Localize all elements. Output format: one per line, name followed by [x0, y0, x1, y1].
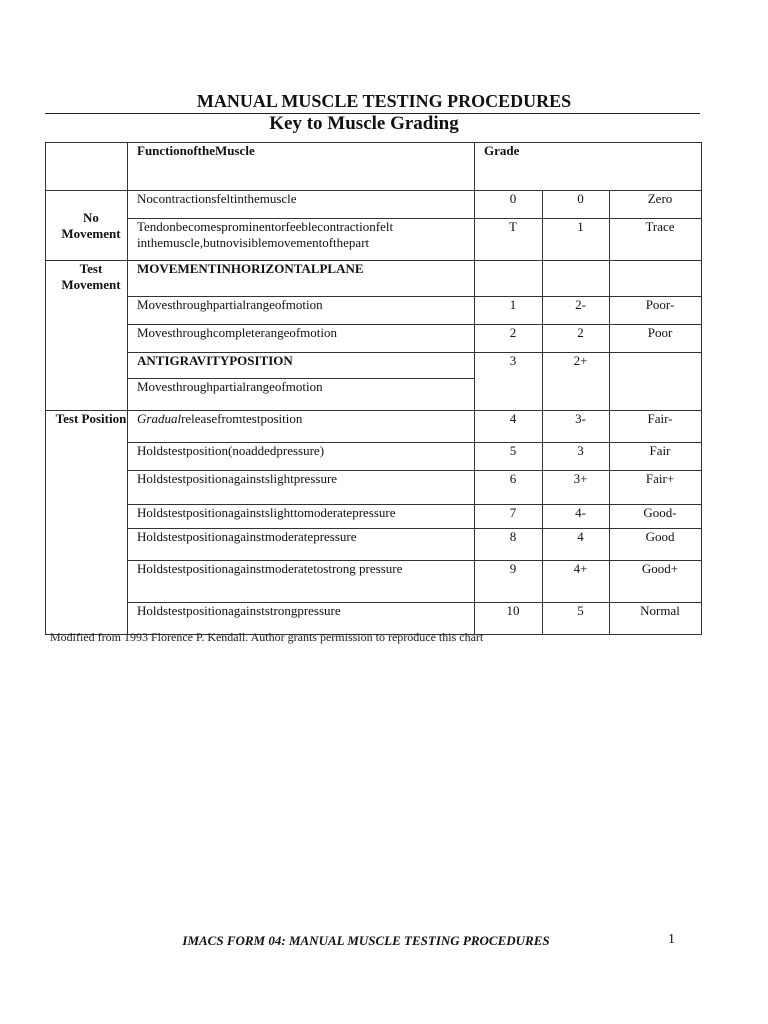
grade-label: Poor- [610, 297, 702, 325]
grade-scale: 4+ [543, 561, 610, 603]
function-cell: Movesthroughcompleterangeofmotion [128, 325, 475, 353]
table-row [46, 411, 702, 443]
table-row [46, 219, 702, 261]
function-italic-prefix: Gradual [137, 411, 182, 426]
group-no-movement: No Movement [46, 191, 128, 261]
grade-scale: 3- [543, 411, 610, 443]
grade-label [610, 261, 702, 297]
grade-numeric: 10 [475, 603, 543, 635]
table-row [46, 325, 702, 353]
section-heading-antigravity: ANTIGRAVITYPOSITION [128, 353, 475, 379]
grade-scale: 0 [543, 191, 610, 219]
grade-numeric: 0 [475, 191, 543, 219]
grade-scale: 3+ [543, 471, 610, 505]
grade-scale: 2- [543, 297, 610, 325]
grade-numeric: 9 [475, 561, 543, 603]
grade-scale: 4 [543, 529, 610, 561]
function-cell: Holdstestpositionagainstmoderatepressure [128, 529, 475, 561]
grade-label: Good- [610, 505, 702, 529]
grade-numeric: 3 [475, 353, 543, 411]
grade-numeric: 7 [475, 505, 543, 529]
document-title: MANUAL MUSCLE TESTING PROCEDURES [196, 91, 572, 111]
grade-label: Good+ [610, 561, 702, 603]
header-empty-cell [46, 143, 128, 191]
grade-label: Fair [610, 443, 702, 471]
table-row [46, 561, 702, 603]
table-row [46, 297, 702, 325]
function-cell: Holdstestposition(noaddedpressure) [128, 443, 475, 471]
grade-scale: 5 [543, 603, 610, 635]
function-text: releasefromtestposition [181, 411, 303, 426]
table-row [46, 443, 702, 471]
group-test-movement: Test Movement [46, 261, 128, 411]
table-row [46, 529, 702, 561]
header-grade: Grade [475, 143, 702, 191]
grade-label: Good [610, 529, 702, 561]
grade-numeric: 5 [475, 443, 543, 471]
function-cell [128, 411, 475, 443]
grade-label: Trace [610, 219, 702, 261]
grade-label: Fair+ [610, 471, 702, 505]
table-header-row [46, 143, 702, 191]
grade-numeric: 8 [475, 529, 543, 561]
grade-scale: 3 [543, 443, 610, 471]
grade-label: Normal [610, 603, 702, 635]
group-test-position: Test Position [46, 411, 128, 635]
header-function: FunctionoftheMuscle [128, 143, 475, 191]
grade-numeric: 6 [475, 471, 543, 505]
grade-scale: 1 [543, 219, 610, 261]
grade-label [610, 353, 702, 411]
document-subtitle: Key to Muscle Grading [269, 113, 459, 134]
grade-scale: 2 [543, 325, 610, 353]
page-footer: IMACS FORM 04: MANUAL MUSCLE TESTING PROCEDURES [182, 933, 550, 948]
function-cell: Holdstestpositionagainstslightpressure [128, 471, 475, 505]
grade-label: Poor [610, 325, 702, 353]
table-row [46, 353, 702, 379]
function-cell: Nocontractionsfeltinthemuscle [128, 191, 475, 219]
function-cell: Movesthroughpartialrangeofmotion [128, 297, 475, 325]
function-cell: Holdstestpositionagainstmoderatetostrong pressure [128, 561, 475, 603]
grade-scale: 4- [543, 505, 610, 529]
muscle-grading-table [45, 142, 702, 635]
grade-numeric: T [475, 219, 543, 261]
section-heading-horizontal-plane: MOVEMENTINHORIZONTALPLANE [128, 261, 475, 297]
function-cell: Holdstestpositionagainststrongpressure [128, 603, 475, 635]
grade-scale: 2+ [543, 353, 610, 411]
function-cell: Tendonbecomesprominentorfeeblecontractionfelt inthemuscle,butnovisiblemovementofthepart [128, 219, 475, 261]
grade-numeric: 1 [475, 297, 543, 325]
grade-label: Fair- [610, 411, 702, 443]
grade-numeric: 4 [475, 411, 543, 443]
function-cell: Movesthroughpartialrangeofmotion [128, 379, 475, 411]
table-row [46, 471, 702, 505]
grade-label: Zero [610, 191, 702, 219]
function-cell: Holdstestpositionagainstslighttomoderatepressure [128, 505, 475, 529]
page-number: 1 [668, 932, 675, 947]
grade-numeric: 2 [475, 325, 543, 353]
grade-scale [543, 261, 610, 297]
table-row [46, 261, 702, 297]
table-row [46, 505, 702, 529]
grade-numeric [475, 261, 543, 297]
table-row [46, 191, 702, 219]
source-footnote: Modified from 1993 Florence P. Kendall. Author grants permission to reproduce this chart [50, 630, 484, 644]
